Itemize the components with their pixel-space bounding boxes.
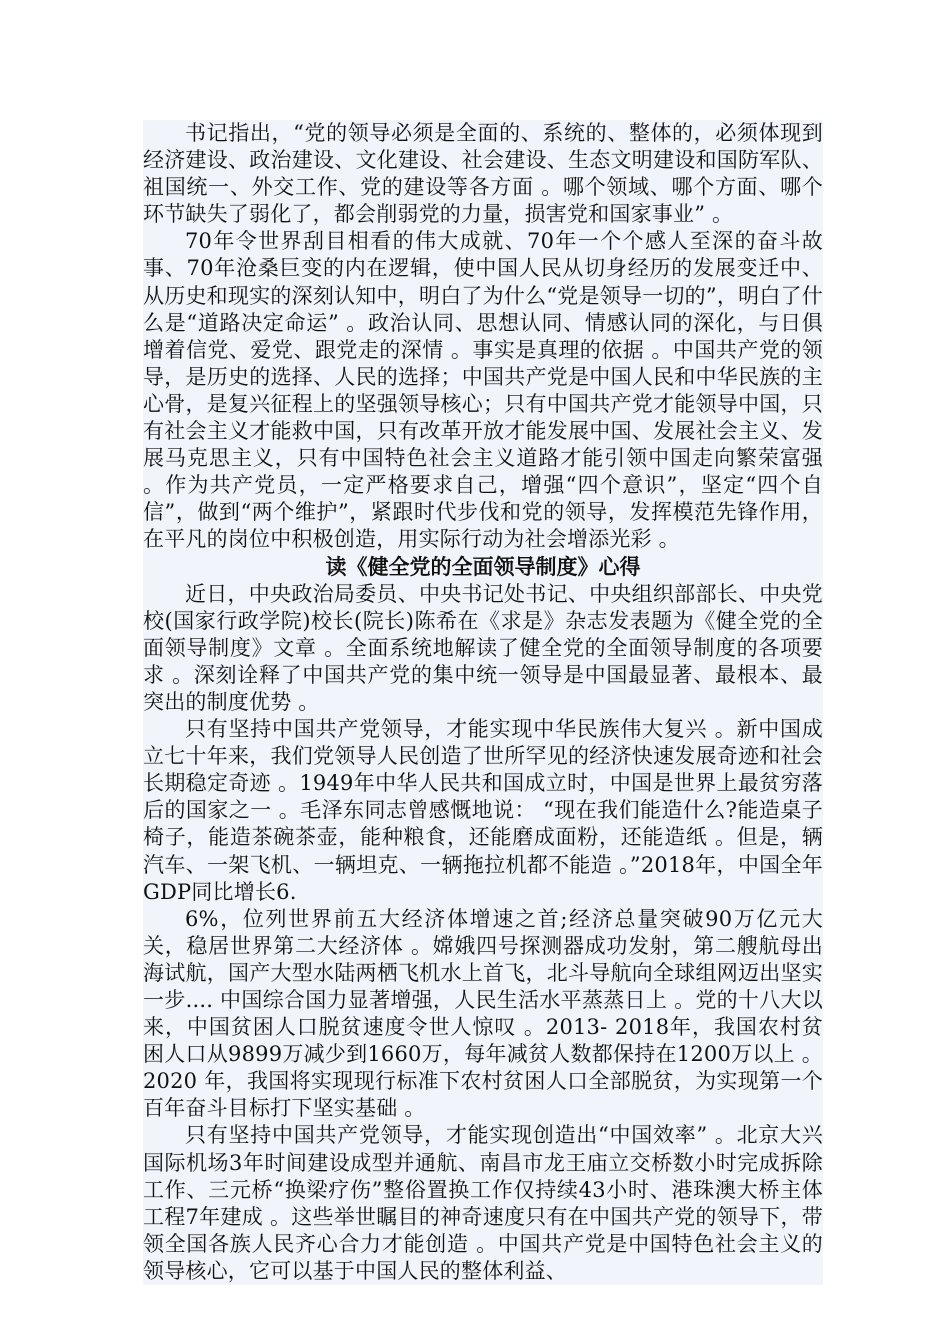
paragraph-1: 书记指出，“党的领导必须是全面的、系统的、整体的，必须体现到经济建设、政治建设、文化建设、社会建设、生态文明建设和国防军队、祖国统一、外交工作、党的建设等各方面 。哪个领域、哪个方面、哪个环节缺失了弱化了，都会削弱党的力量，损害党和国家事业” 。 (143, 120, 823, 228)
paragraph-6: 只有坚持中国共产党领导，才能实现创造出“中国效率” 。北京大兴国际机场3年时间建设成型并通航、南昌市龙王庙立交桥数小时完成拆除工作、三元桥“换梁疗伤”整俗置换工作仅持续43小时、港珠澳大桥主体工程7年建成 。这些举世瞩目的神奇速度只有在中国共产党的领导下，带领全国各族人民齐心合力才能创造 。中国共产党是中国特色社会主义的领导核心，它可以基于中国人民的整体利益、 (143, 1122, 823, 1285)
section-heading: 读《健全党的全面领导制度》心得 (143, 554, 823, 581)
document-page (143, 120, 823, 1285)
paragraph-5: 6%，位列世界前五大经济体增速之首;经济总量突破90万亿元大关，稳居世界第二大经济体 。嫦娥四号探测器成功发射，第二艘航母出海试航，国产大型水陆两栖飞机水上首飞，北斗导航向全球组网迈出坚实一步.... 中国综合国力显著增强，人民生活水平蒸蒸日上 。党的十八大以来，中国贫困人口脱贫速度令世人惊叹 。2013- 2018年，我国农村贫困人口从9899万减少到1660万，每年减贫人数都保持在1200万以上 。2020 年，我国将实现现行标准下农村贫困人口全部脱贫，为实现第一个百年奋斗目标打下坚实基础 。 (143, 906, 823, 1123)
paragraph-2: 70年令世界刮目相看的伟大成就、70年一个个感人至深的奋斗故事、70年沧桑巨变的内在逻辑，使中国人民从切身经历的发展变迁中、从历史和现实的深刻认知中，明白了为什么“党是领导一切的”，明白了什么是“道路决定命运” 。政治认同、思想认同、情感认同的深化，与日俱增着信党、爱党、跟党走的深情 。事实是真理的依据 。中国共产党的领导，是历史的选择、人民的选择；中国共产党是中国人民和中华民族的主心骨，是复兴征程上的坚强领导核心；只有中国共产党才能领导中国，只有社会主义才能救中国，只有改革开放才能发展中国、发展社会主义、发展马克思主义，只有中国特色社会主义道路才能引领中国走向繁荣富强 。作为共产党员，一定严格要求自己，增强“四个意识”，坚定“四个自信”，做到“两个维护”，紧跟时代步伐和党的领导，发挥模范先锋作用，在平凡的岗位中积极创造，用实际行动为社会增添光彩 。 (143, 228, 823, 553)
paragraph-4: 只有坚持中国共产党领导，才能实现中华民族伟大复兴 。新中国成立七十年来，我们党领导人民创造了世所罕见的经济快速发展奇迹和社会长期稳定奇迹 。1949年中华人民共和国成立时，中国是世界上最贫穷落后的国家之一 。毛泽东同志曾感慨地说： “现在我们能造什么?能造桌子椅子，能造茶碗茶壶，能种粮食，还能磨成面粉，还能造纸 。但是，辆汽车、一架飞机、一辆坦克、一辆拖拉机都不能造 。”2018年，中国全年GDP同比增长6. (143, 716, 823, 906)
paragraph-3: 近日，中央政治局委员、中央书记处书记、中央组织部部长、中央党校(国家行政学院)校长(院长)陈希在《求是》杂志发表题为《健全党的全面领导制度》文章 。全面系统地解读了健全党的全面领导制度的各项要求 。深刻诠释了中国共产党的集中统一领导是中国最显著、最根本、最突出的制度优势 。 (143, 581, 823, 716)
